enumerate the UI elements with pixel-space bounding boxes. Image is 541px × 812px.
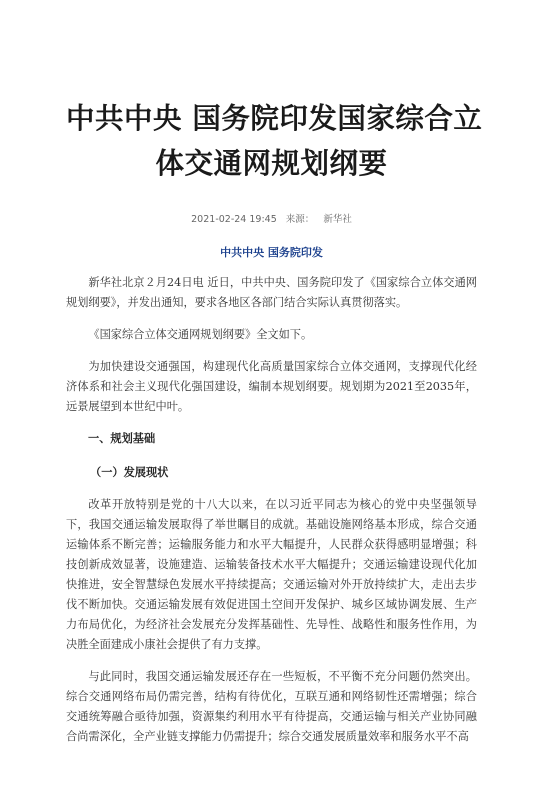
- publish-date: 2021-02-24 19:45: [191, 214, 277, 225]
- article-meta: [66, 213, 477, 227]
- section-heading: 一、规划基础: [88, 432, 156, 445]
- paragraph-achievements: 改革开放特别是党的十八大以来，在以习近平同志为核心的党中央坚强领导下，我国交通运输发展取得了举世瞩目的成就。基础设施网络基本形成，综合交通运输体系不断完善；运输服务能力和水平大幅提升，人民群众获得感明显增强；科技创新成效显著，设施建造、运输装备技术水平大幅提升；交通运输建设现代化加快推进，安全智慧绿色发展水平持续提高；交通运输对外开放持续扩大，走出去步伐不断加快。交通运输发展有效促进国土空间开发保护、城乡区域协调发展、生产力布局优化，为经济社会发展充分发挥基础性、先导性、战略性和服务性作用，为决胜全面建成小康社会提供了有力支撑。: [66, 498, 477, 651]
- article-body: [66, 273, 477, 747]
- article-title: [66, 0, 483, 186]
- article-title-line-1: 中共中央 国务院印发国家综合立: [66, 101, 483, 135]
- paragraph-shortcomings: 与此同时，我国交通运输发展还存在一些短板，不平衡不充分问题仍然突出。综合交通网络布局仍需完善，结构有待优化，互联互通和网络韧性还需增强；综合交通统筹融合亟待加强，资源集约利用水平有待提高，交通运输与相关产业协同融合尚需深化，全产业链支撑能力仍需提升；综合交通发展质量效率和服务水平不高: [66, 670, 477, 743]
- subsection-heading: （一）发展现状: [90, 466, 169, 479]
- article-title-line-2: 体交通网规划纲要: [155, 146, 388, 180]
- paragraph-intro: 新华社北京２月24日电 近日，中共中央、国务院印发了《国家综合立体交通网规划纲要》，并发出通知，要求各地区各部门结合实际认真贯彻落实。: [66, 276, 477, 309]
- source-label: 来源：: [285, 214, 315, 225]
- article-subhead: 中共中央 国务院印发: [220, 246, 323, 259]
- paragraph-fulltext-note: 《国家综合立体交通网规划纲要》全文如下。: [88, 328, 313, 341]
- paragraph-purpose: 为加快建设交通强国，构建现代化高质量国家综合立体交通网，支撑现代化经济体系和社会主义现代化强国建设，编制本规划纲要。规划期为2021至2035年，远景展望到本世纪中叶。: [66, 360, 477, 413]
- source-name[interactable]: 新华社: [323, 214, 352, 225]
